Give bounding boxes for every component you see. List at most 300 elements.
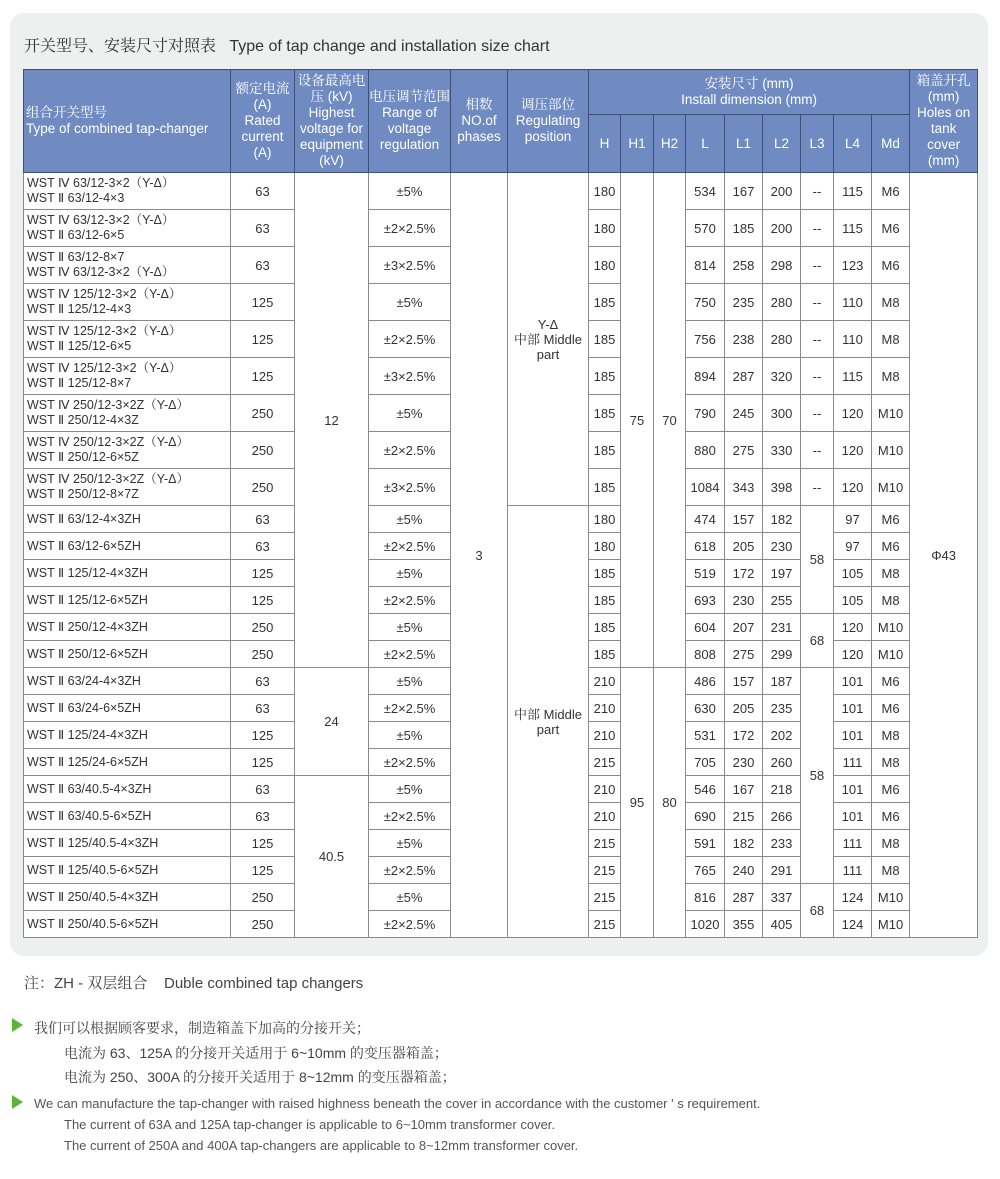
header-L: L: [686, 115, 725, 173]
dim-Md-cell: M10: [872, 395, 910, 432]
rated-current-cell: 125: [231, 284, 295, 321]
dim-H-cell: 185: [589, 432, 621, 469]
dim-L-cell: 765: [686, 857, 725, 884]
dim-L2-cell: 280: [763, 321, 801, 358]
dim-L4-cell: 97: [834, 533, 872, 560]
dim-Md-cell: M6: [872, 533, 910, 560]
dim-Md-cell: M8: [872, 284, 910, 321]
dim-H-cell: 180: [589, 210, 621, 247]
dim-L3-cell: --: [801, 173, 834, 210]
dim-L2-cell: 231: [763, 614, 801, 641]
header-holes-on-cover: 箱盖开孔 (mm) Holes on tank cover (mm): [910, 70, 978, 173]
model-name-cell: [24, 395, 231, 432]
dim-H-cell: 210: [589, 695, 621, 722]
rated-current-cell: 125: [231, 749, 295, 776]
highest-voltage-cell: 12: [295, 173, 369, 668]
model-name: WST Ⅱ 125/12-6×5: [27, 339, 132, 353]
dim-Md-cell: M8: [872, 857, 910, 884]
dim-L4-cell: 124: [834, 911, 872, 938]
holes-on-cover-cell: Φ43: [910, 173, 978, 938]
dim-L2-cell: 291: [763, 857, 801, 884]
dim-L2-cell: 200: [763, 173, 801, 210]
green-bullet-icon: [12, 1095, 23, 1109]
rated-current-cell: 125: [231, 358, 295, 395]
dim-L4-cell: 101: [834, 776, 872, 803]
regulation-range-cell: ±2×2.5%: [369, 749, 451, 776]
dim-L2-cell: 230: [763, 533, 801, 560]
dim-L-cell: 630: [686, 695, 725, 722]
dim-Md-cell: M10: [872, 432, 910, 469]
header-regulating-position: 调压部位 Regulating position: [508, 70, 589, 173]
dim-L3-cell: --: [801, 321, 834, 358]
header-rated-current: 额定电流 (A) Rated current (A): [231, 70, 295, 173]
dim-L-cell: 604: [686, 614, 725, 641]
zh-note-line-2: 电流为 250、300A 的分接开关适用于 8~12mm 的变压器箱盖；: [64, 1069, 456, 1085]
dim-L2-cell: 233: [763, 830, 801, 857]
model-name-cell: [24, 469, 231, 506]
regulation-range-cell: ±5%: [369, 776, 451, 803]
dim-Md-cell: M6: [872, 247, 910, 284]
dim-H-cell: 185: [589, 469, 621, 506]
zh-bullet-text: 我们可以根据顾客要求，制造箱盖下加高的分接开关；: [34, 1020, 370, 1036]
phases-cell: 3: [451, 173, 508, 938]
dim-H2-cell: 80: [654, 668, 686, 938]
dim-Md-cell: M6: [872, 506, 910, 533]
rated-current-cell: 250: [231, 641, 295, 668]
dim-L3-cell: --: [801, 469, 834, 506]
dim-L4-cell: 111: [834, 749, 872, 776]
model-name: WST Ⅱ 250/12-6×5Z: [27, 450, 139, 464]
dim-L-cell: 1020: [686, 911, 725, 938]
regulation-range-cell: ±5%: [369, 830, 451, 857]
dim-L3-cell: 58: [801, 668, 834, 884]
dim-L4-cell: 97: [834, 506, 872, 533]
rated-current-cell: 63: [231, 506, 295, 533]
dim-L2-cell: 260: [763, 749, 801, 776]
dim-L3-cell: --: [801, 432, 834, 469]
model-name: WST Ⅱ 63/12-8×7: [27, 250, 125, 264]
dim-L1-cell: 157: [725, 668, 763, 695]
position-text: part: [536, 721, 560, 737]
dim-L1-cell: 355: [725, 911, 763, 938]
dim-L-cell: 808: [686, 641, 725, 668]
dim-L1-cell: 245: [725, 395, 763, 432]
dim-Md-cell: M10: [872, 641, 910, 668]
dim-L1-cell: 275: [725, 641, 763, 668]
regulation-range-cell: ±2×2.5%: [369, 803, 451, 830]
rated-current-cell: 250: [231, 469, 295, 506]
regulation-range-cell: ±2×2.5%: [369, 857, 451, 884]
rated-current-cell: 63: [231, 247, 295, 284]
header-H2: H2: [654, 115, 686, 173]
rated-current-cell: 125: [231, 830, 295, 857]
dim-L4-cell: 111: [834, 857, 872, 884]
model-name-cell: [24, 432, 231, 469]
rated-current-cell: 250: [231, 614, 295, 641]
regulation-range-cell: ±2×2.5%: [369, 641, 451, 668]
model-name: WST Ⅳ 125/12-3×2（Y-Δ）: [27, 287, 182, 301]
header-regulation-range: 电压调节范围 Range of voltage regulation: [369, 70, 451, 173]
dim-H1-cell: 95: [621, 668, 654, 938]
model-name-cell: WST Ⅱ 125/24-6×5ZH: [24, 749, 231, 776]
dim-L2-cell: 300: [763, 395, 801, 432]
dim-L1-cell: 238: [725, 321, 763, 358]
dim-H-cell: 185: [589, 587, 621, 614]
dim-L1-cell: 343: [725, 469, 763, 506]
regulation-range-cell: ±5%: [369, 506, 451, 533]
rated-current-cell: 125: [231, 560, 295, 587]
dim-L2-cell: 218: [763, 776, 801, 803]
dim-Md-cell: M6: [872, 668, 910, 695]
header-H: H: [589, 115, 621, 173]
dim-H-cell: 215: [589, 911, 621, 938]
regulation-range-cell: ±3×2.5%: [369, 358, 451, 395]
model-name: WST Ⅳ 125/12-3×2（Y-Δ）: [27, 324, 182, 338]
dim-L2-cell: 255: [763, 587, 801, 614]
dim-H-cell: 210: [589, 803, 621, 830]
dim-Md-cell: M10: [872, 884, 910, 911]
dim-L1-cell: 258: [725, 247, 763, 284]
dim-L1-cell: 287: [725, 358, 763, 395]
dim-L4-cell: 120: [834, 614, 872, 641]
dim-H-cell: 215: [589, 749, 621, 776]
header-H1: H1: [621, 115, 654, 173]
dim-L-cell: 618: [686, 533, 725, 560]
rated-current-cell: 63: [231, 695, 295, 722]
model-name-cell: WST Ⅱ 125/40.5-6×5ZH: [24, 857, 231, 884]
dim-L-cell: 790: [686, 395, 725, 432]
dim-L-cell: 546: [686, 776, 725, 803]
model-name-cell: WST Ⅱ 125/12-6×5ZH: [24, 587, 231, 614]
regulation-range-cell: ±2×2.5%: [369, 210, 451, 247]
dim-L2-cell: 398: [763, 469, 801, 506]
dim-H-cell: 215: [589, 884, 621, 911]
highest-voltage-cell: 40.5: [295, 776, 369, 938]
dim-L3-cell: --: [801, 210, 834, 247]
dim-L1-cell: 182: [725, 830, 763, 857]
model-name-cell: [24, 247, 231, 284]
dim-L-cell: 591: [686, 830, 725, 857]
rated-current-cell: 63: [231, 210, 295, 247]
dim-L4-cell: 110: [834, 321, 872, 358]
regulation-range-cell: ±5%: [369, 668, 451, 695]
dim-L4-cell: 115: [834, 358, 872, 395]
dim-H-cell: 180: [589, 173, 621, 210]
dim-L2-cell: 197: [763, 560, 801, 587]
dim-L2-cell: 320: [763, 358, 801, 395]
model-name-cell: WST Ⅱ 63/12-6×5ZH: [24, 533, 231, 560]
dim-L1-cell: 167: [725, 173, 763, 210]
dim-Md-cell: M8: [872, 722, 910, 749]
dim-H-cell: 185: [589, 284, 621, 321]
dim-L1-cell: 157: [725, 506, 763, 533]
regulating-position-cell: [508, 173, 589, 506]
model-name-cell: WST Ⅱ 250/40.5-6×5ZH: [24, 911, 231, 938]
dim-L4-cell: 105: [834, 587, 872, 614]
dim-L4-cell: 101: [834, 668, 872, 695]
rated-current-cell: 125: [231, 857, 295, 884]
dim-L2-cell: 299: [763, 641, 801, 668]
model-name-cell: WST Ⅱ 250/12-4×3ZH: [24, 614, 231, 641]
dim-L-cell: 894: [686, 358, 725, 395]
rated-current-cell: 63: [231, 668, 295, 695]
rated-current-cell: 63: [231, 803, 295, 830]
regulation-range-cell: ±2×2.5%: [369, 432, 451, 469]
regulation-range-cell: ±5%: [369, 614, 451, 641]
regulation-range-cell: ±2×2.5%: [369, 587, 451, 614]
model-name: WST Ⅳ 63/12-3×2（Y-Δ）: [27, 265, 175, 279]
model-name: WST Ⅱ 250/12-4×3Z: [27, 413, 139, 427]
dim-L2-cell: 187: [763, 668, 801, 695]
dim-L2-cell: 200: [763, 210, 801, 247]
position-text: 中部 Middle: [514, 331, 582, 347]
regulating-position-cell: [508, 506, 589, 938]
dim-Md-cell: M6: [872, 776, 910, 803]
spec-table: [23, 69, 978, 938]
dim-L-cell: 816: [686, 884, 725, 911]
dim-L1-cell: 167: [725, 776, 763, 803]
dim-L1-cell: 215: [725, 803, 763, 830]
dim-L-cell: 690: [686, 803, 725, 830]
green-bullet-icon: [12, 1018, 23, 1032]
page-title: 开关型号、安装尺寸对照表 Type of tap change and installation size chart: [24, 38, 550, 55]
rated-current-cell: 63: [231, 776, 295, 803]
rated-current-cell: 250: [231, 911, 295, 938]
rated-current-cell: 250: [231, 432, 295, 469]
dim-L2-cell: 405: [763, 911, 801, 938]
model-name: WST Ⅱ 125/12-4×3: [27, 302, 132, 316]
model-name-cell: WST Ⅱ 63/12-4×3ZH: [24, 506, 231, 533]
dim-L4-cell: 120: [834, 432, 872, 469]
dim-H-cell: 185: [589, 560, 621, 587]
dim-L4-cell: 101: [834, 695, 872, 722]
regulation-range-cell: ±5%: [369, 722, 451, 749]
dim-L3-cell: 68: [801, 884, 834, 938]
dim-Md-cell: M6: [872, 173, 910, 210]
model-name-cell: WST Ⅱ 125/24-4×3ZH: [24, 722, 231, 749]
position-text: 中部 Middle: [514, 706, 582, 722]
model-name: WST Ⅳ 250/12-3×2Z（Y-Δ）: [27, 472, 189, 486]
dim-H2-cell: 70: [654, 173, 686, 668]
dim-L4-cell: 101: [834, 803, 872, 830]
dim-Md-cell: M8: [872, 830, 910, 857]
dim-H-cell: 210: [589, 722, 621, 749]
dim-L4-cell: 120: [834, 469, 872, 506]
rated-current-cell: 250: [231, 884, 295, 911]
regulation-range-cell: ±3×2.5%: [369, 247, 451, 284]
regulation-range-cell: ±5%: [369, 884, 451, 911]
header-type: 组合开关型号 Type of combined tap-changer: [24, 70, 231, 173]
dim-L2-cell: 235: [763, 695, 801, 722]
dim-L4-cell: 120: [834, 395, 872, 432]
dim-Md-cell: M8: [872, 560, 910, 587]
dim-L-cell: 474: [686, 506, 725, 533]
dim-H-cell: 185: [589, 614, 621, 641]
model-name-cell: WST Ⅱ 250/12-6×5ZH: [24, 641, 231, 668]
dim-H1-cell: 75: [621, 173, 654, 668]
dim-L1-cell: 230: [725, 587, 763, 614]
dim-L1-cell: 207: [725, 614, 763, 641]
header-L4: L4: [834, 115, 872, 173]
header-install-dimension: 安装尺寸 (mm) Install dimension (mm): [589, 70, 910, 115]
dim-L-cell: 1084: [686, 469, 725, 506]
dim-L2-cell: 266: [763, 803, 801, 830]
dim-L1-cell: 235: [725, 284, 763, 321]
rated-current-cell: 250: [231, 395, 295, 432]
model-name: WST Ⅱ 63/12-6×5: [27, 228, 125, 242]
regulation-range-cell: ±2×2.5%: [369, 695, 451, 722]
position-text: Y-Δ: [537, 316, 559, 332]
dim-L4-cell: 111: [834, 830, 872, 857]
dim-L1-cell: 205: [725, 533, 763, 560]
dim-H-cell: 215: [589, 830, 621, 857]
dim-L3-cell: 58: [801, 506, 834, 614]
dim-L-cell: 693: [686, 587, 725, 614]
dim-H-cell: 180: [589, 506, 621, 533]
rated-current-cell: 63: [231, 173, 295, 210]
dim-H-cell: 185: [589, 395, 621, 432]
model-name: WST Ⅱ 63/12-4×3: [27, 191, 125, 205]
dim-L-cell: 814: [686, 247, 725, 284]
model-name-cell: WST Ⅱ 63/24-4×3ZH: [24, 668, 231, 695]
rated-current-cell: 63: [231, 533, 295, 560]
dim-L-cell: 756: [686, 321, 725, 358]
model-name-cell: WST Ⅱ 250/40.5-4×3ZH: [24, 884, 231, 911]
dim-L2-cell: 337: [763, 884, 801, 911]
zh-footnote: 注：ZH - 双层组合 Duble combined tap changers: [24, 975, 364, 992]
dim-L1-cell: 230: [725, 749, 763, 776]
dim-L3-cell: --: [801, 247, 834, 284]
regulation-range-cell: ±3×2.5%: [369, 469, 451, 506]
regulation-range-cell: ±5%: [369, 284, 451, 321]
dim-H-cell: 185: [589, 321, 621, 358]
model-name-cell: WST Ⅱ 63/40.5-6×5ZH: [24, 803, 231, 830]
dim-L1-cell: 205: [725, 695, 763, 722]
regulation-range-cell: ±5%: [369, 560, 451, 587]
zh-note-line-1: 电流为 63、125A 的分接开关适用于 6~10mm 的变压器箱盖；: [64, 1045, 448, 1061]
dim-L3-cell: 68: [801, 614, 834, 668]
dim-L4-cell: 110: [834, 284, 872, 321]
header-L3: L3: [801, 115, 834, 173]
dim-L1-cell: 172: [725, 722, 763, 749]
dim-Md-cell: M8: [872, 321, 910, 358]
dim-L4-cell: 124: [834, 884, 872, 911]
dim-H-cell: 180: [589, 247, 621, 284]
rated-current-cell: 125: [231, 722, 295, 749]
model-name: WST Ⅳ 63/12-3×2（Y-Δ）: [27, 176, 175, 190]
header-L2: L2: [763, 115, 801, 173]
dim-L-cell: 531: [686, 722, 725, 749]
header-row: [24, 70, 978, 115]
dim-L2-cell: 202: [763, 722, 801, 749]
model-name: WST Ⅳ 250/12-3×2Z（Y-Δ）: [27, 398, 189, 412]
dim-H-cell: 185: [589, 358, 621, 395]
regulation-range-cell: ±5%: [369, 395, 451, 432]
rated-current-cell: 125: [231, 321, 295, 358]
dim-L-cell: 534: [686, 173, 725, 210]
dim-L-cell: 880: [686, 432, 725, 469]
regulation-range-cell: ±2×2.5%: [369, 911, 451, 938]
dim-L1-cell: 185: [725, 210, 763, 247]
model-name: WST Ⅱ 125/12-8×7: [27, 376, 132, 390]
regulation-range-cell: ±5%: [369, 173, 451, 210]
dim-L-cell: 486: [686, 668, 725, 695]
model-name-cell: [24, 358, 231, 395]
dim-L2-cell: 280: [763, 284, 801, 321]
en-note-line-2: The current of 250A and 400A tap-changers are applicable to 8~12mm transformer cover.: [64, 1138, 579, 1153]
dim-L1-cell: 172: [725, 560, 763, 587]
dim-L1-cell: 275: [725, 432, 763, 469]
dim-L1-cell: 240: [725, 857, 763, 884]
model-name-cell: WST Ⅱ 125/12-4×3ZH: [24, 560, 231, 587]
model-name-cell: WST Ⅱ 63/24-6×5ZH: [24, 695, 231, 722]
model-name-cell: WST Ⅱ 125/40.5-4×3ZH: [24, 830, 231, 857]
dim-L-cell: 519: [686, 560, 725, 587]
dim-H-cell: 180: [589, 533, 621, 560]
dim-L3-cell: --: [801, 358, 834, 395]
dim-L4-cell: 120: [834, 641, 872, 668]
model-name-cell: WST Ⅱ 63/40.5-4×3ZH: [24, 776, 231, 803]
model-name: WST Ⅳ 125/12-3×2（Y-Δ）: [27, 361, 182, 375]
dim-Md-cell: M6: [872, 803, 910, 830]
header-L1: L1: [725, 115, 763, 173]
dim-L1-cell: 287: [725, 884, 763, 911]
table-body: [24, 173, 978, 938]
header-Md: Md: [872, 115, 910, 173]
dim-Md-cell: M6: [872, 695, 910, 722]
model-name: WST Ⅱ 250/12-8×7Z: [27, 487, 139, 501]
dim-L3-cell: --: [801, 395, 834, 432]
en-bullet-text: We can manufacture the tap-changer with raised highness beneath the cover in accordance with the customer ' s requirement.: [34, 1096, 761, 1111]
dim-H-cell: 215: [589, 857, 621, 884]
dim-L2-cell: 298: [763, 247, 801, 284]
dim-H-cell: 185: [589, 641, 621, 668]
dim-L-cell: 570: [686, 210, 725, 247]
dim-L2-cell: 330: [763, 432, 801, 469]
regulation-range-cell: ±2×2.5%: [369, 533, 451, 560]
en-note-line-1: The current of 63A and 125A tap-changer is applicable to 6~10mm transformer cover.: [64, 1117, 556, 1132]
position-text: part: [536, 346, 560, 362]
dim-L-cell: 750: [686, 284, 725, 321]
model-name-cell: [24, 210, 231, 247]
header-phases: 相数 NO.of phases: [451, 70, 508, 173]
dim-Md-cell: M8: [872, 749, 910, 776]
model-name: WST Ⅳ 63/12-3×2（Y-Δ）: [27, 213, 175, 227]
dim-Md-cell: M8: [872, 358, 910, 395]
dim-H-cell: 210: [589, 776, 621, 803]
dim-Md-cell: M8: [872, 587, 910, 614]
dim-L3-cell: --: [801, 284, 834, 321]
model-name-cell: [24, 173, 231, 210]
model-name: WST Ⅳ 250/12-3×2Z（Y-Δ）: [27, 435, 189, 449]
header-highest-voltage: 设备最高电 压 (kV) Highest voltage for equipment (kV): [295, 70, 369, 173]
dim-Md-cell: M10: [872, 614, 910, 641]
dim-L2-cell: 182: [763, 506, 801, 533]
dim-L4-cell: 115: [834, 210, 872, 247]
dim-Md-cell: M10: [872, 469, 910, 506]
table-row: [24, 173, 978, 210]
dim-L-cell: 705: [686, 749, 725, 776]
dim-L4-cell: 123: [834, 247, 872, 284]
highest-voltage-cell: 24: [295, 668, 369, 776]
regulation-range-cell: ±2×2.5%: [369, 321, 451, 358]
model-name-cell: [24, 284, 231, 321]
rated-current-cell: 125: [231, 587, 295, 614]
dim-Md-cell: M10: [872, 911, 910, 938]
dim-L4-cell: 101: [834, 722, 872, 749]
dim-L4-cell: 115: [834, 173, 872, 210]
dim-L4-cell: 105: [834, 560, 872, 587]
